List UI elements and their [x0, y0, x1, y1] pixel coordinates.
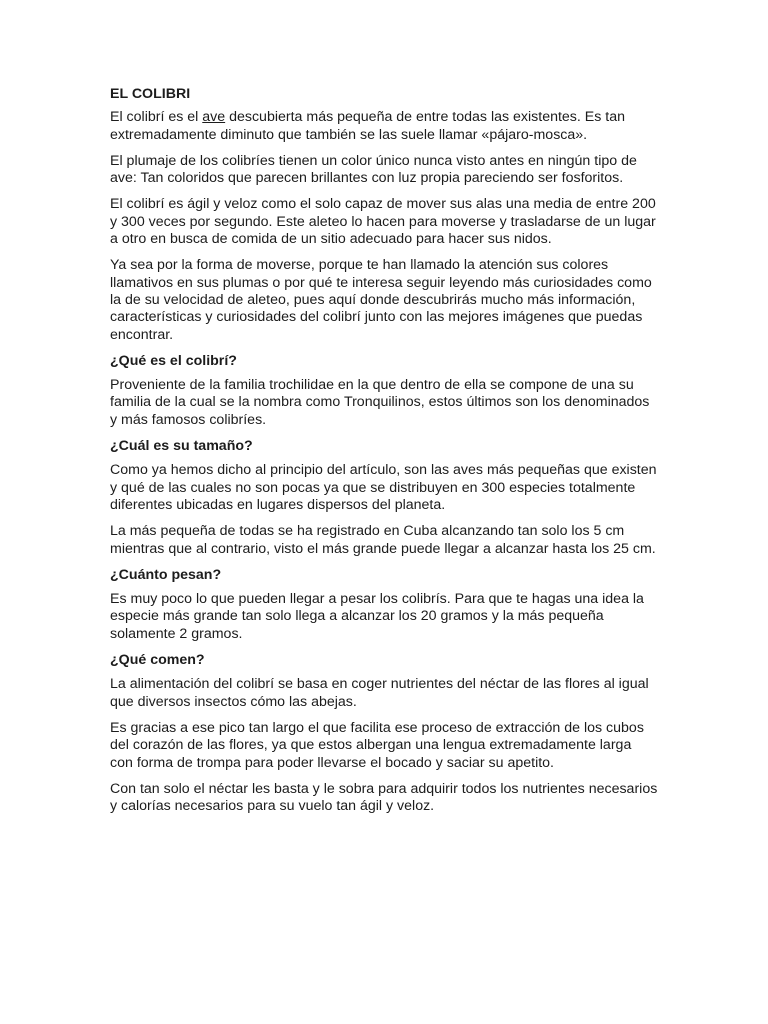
- section-heading-que-es: ¿Qué es el colibrí?: [110, 352, 237, 369]
- ave-link[interactable]: ave: [202, 109, 226, 126]
- paragraph-especies: Como ya hemos dicho al principio del artículo, son las aves más pequeñas que existen y qué de las cuales no son pocas ya que se distribuyen en 300 especies totalmente diferentes ubicadas en lugares dispersos del planeta.: [110, 462, 657, 513]
- intro-text-before: El colibrí es el: [110, 109, 203, 126]
- paragraph-cuba: La más pequeña de todas se ha registrado en Cuba alcanzando tan solo los 5 cm mientras que al contrario, visto el más grande puede llegar a alcanzar hasta los 25 cm.: [110, 523, 656, 557]
- section-heading-tamano: ¿Cuál es su tamaño?: [110, 438, 253, 455]
- document-page: [110, 86, 658, 824]
- paragraph-pico: Es gracias a ese pico tan largo el que facilita ese proceso de extracción de los cubos del corazón de las flores, ya que estos albergan una lengua extremadamente larga con forma de trompa para poder llevarse el bocado y saciar su apetito.: [110, 719, 644, 771]
- paragraph-gramos: Es muy poco lo que pueden llegar a pesar los colibrís. Para que te hagas una idea la especie más grande tan solo llega a alcanzar los 20 gramos y la más pequeña solamente 2 gramos.: [110, 591, 644, 642]
- paragraph-plumaje: El plumaje de los colibríes tienen un color único nunca visto antes en ningún tipo de ave: Tan coloridos que parecen brillantes con luz propia pareciendo ser fosforitos.: [110, 152, 637, 187]
- paragraph-familia: Proveniente de la familia trochilidae en la que dentro de ella se compone de una su familia de la cual se la nombra como Tronquilinos, estos últimos son los denominados y más famosos colibríes.: [110, 377, 650, 428]
- paragraph-curiosidades: Ya sea por la forma de moverse, porque te han llamado la atención sus colores llamativos en sus plumas o por qué te interesa seguir leyendo más curiosidades como la de su velocidad de aleteo, pues aquí donde descubrirás mucho más información, características y curiosidades del colibrí junto con las mejores imágenes que puedas encontrar.: [110, 257, 652, 343]
- section-heading-comen: ¿Qué comen?: [110, 652, 205, 669]
- paragraph-nectar: Con tan solo el néctar les basta y le sobra para adquirir todos los nutrientes necesarios y calorías necesarios para su vuelo tan ágil y veloz.: [110, 780, 658, 815]
- document-title: EL COLIBRI: [110, 86, 191, 102]
- intro-text-after: descubierta más pequeña de entre todas las existentes. Es tan extremadamente diminuto que también se las suele llamar «pájaro-mosca».: [110, 109, 626, 143]
- paragraph-alimentacion: La alimentación del colibrí se basa en coger nutrientes del néctar de las flores al igual que diversos insectos cómo las abejas.: [110, 676, 649, 710]
- section-heading-pesan: ¿Cuánto pesan?: [110, 566, 222, 583]
- paragraph-agil: El colibrí es ágil y veloz como el solo capaz de mover sus alas una media de entre 200 y 300 veces por segundo. Este aleteo lo hacen para moverse y trasladarse de un lugar a otro en busca de comida de un sitio adecuado para hacer sus nidos.: [110, 196, 656, 248]
- intro-paragraph: [110, 109, 658, 144]
